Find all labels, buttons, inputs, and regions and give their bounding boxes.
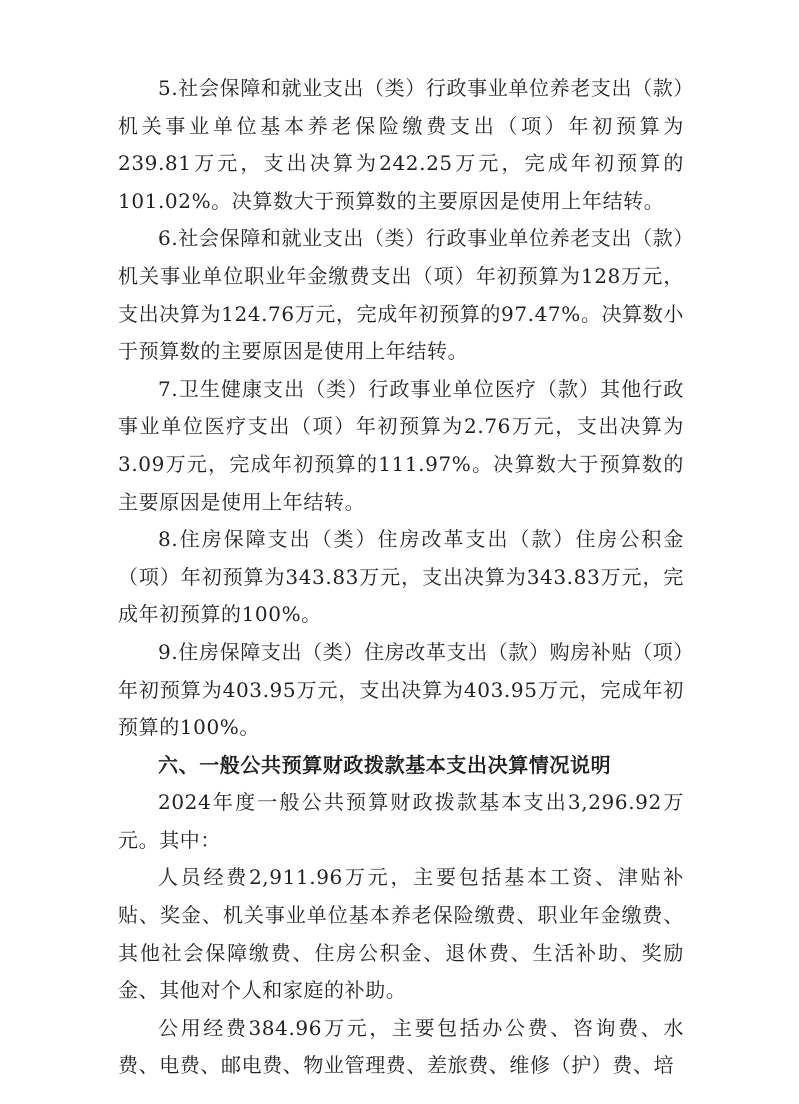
document-body <box>118 70 684 1085</box>
paragraph-item-6: 6.社会保障和就业支出（类）行政事业单位养老支出（款）机关事业单位职业年金缴费支出（项）年初预算为128万元，支出决算为124.76万元，完成年初预算的97.47%。决算数小于预算数的主要原因是使用上年结转。 <box>118 226 684 364</box>
public-expenses-paragraph: 公用经费384.96万元，主要包括办公费、咨询费、水费、电费、邮电费、物业管理费、差旅费、维修（护）费、培 <box>118 1015 684 1078</box>
basic-expenditure-summary: 2024年度一般公共预算财政拨款基本支出3,296.92万元。其中： <box>118 790 684 852</box>
paragraph-item-8: 8.住房保障支出（类）住房改革支出（款）住房公积金（项）年初预算为343.83万元，支出决算为343.83万元，完成年初预算的100%。 <box>118 527 684 627</box>
personnel-expenses-paragraph: 人员经费2,911.96万元，主要包括基本工资、津贴补贴、奖金、机关事业单位基本养老保险缴费、职业年金缴费、其他社会保障缴费、住房公积金、退休费、生活补助、奖励金、其他对个人和家庭的补助。 <box>118 865 684 1003</box>
paragraph-item-9: 9.住房保障支出（类）住房改革支出（款）购房补贴（项）年初预算为403.95万元，支出决算为403.95万元，完成年初预算的100%。 <box>118 639 684 740</box>
paragraph-item-7: 7.卫生健康支出（类）行政事业单位医疗（款）其他行政事业单位医疗支出（项）年初预算为2.76万元，支出决算为3.09万元，完成年初预算的111.97%。决算数大于预算数的主要原因是使用上年结转。 <box>118 376 684 514</box>
paragraph-item-5: 5.社会保障和就业支出（类）行政事业单位养老支出（款）机关事业单位基本养老保险缴费支出（项）年初预算为239.81万元，支出决算为242.25万元，完成年初预算的101.02%。决算数大于预算数的主要原因是使用上年结转。 <box>118 76 684 213</box>
section-heading: 六、一般公共预算财政拨款基本支出决算情况说明 <box>158 752 612 777</box>
